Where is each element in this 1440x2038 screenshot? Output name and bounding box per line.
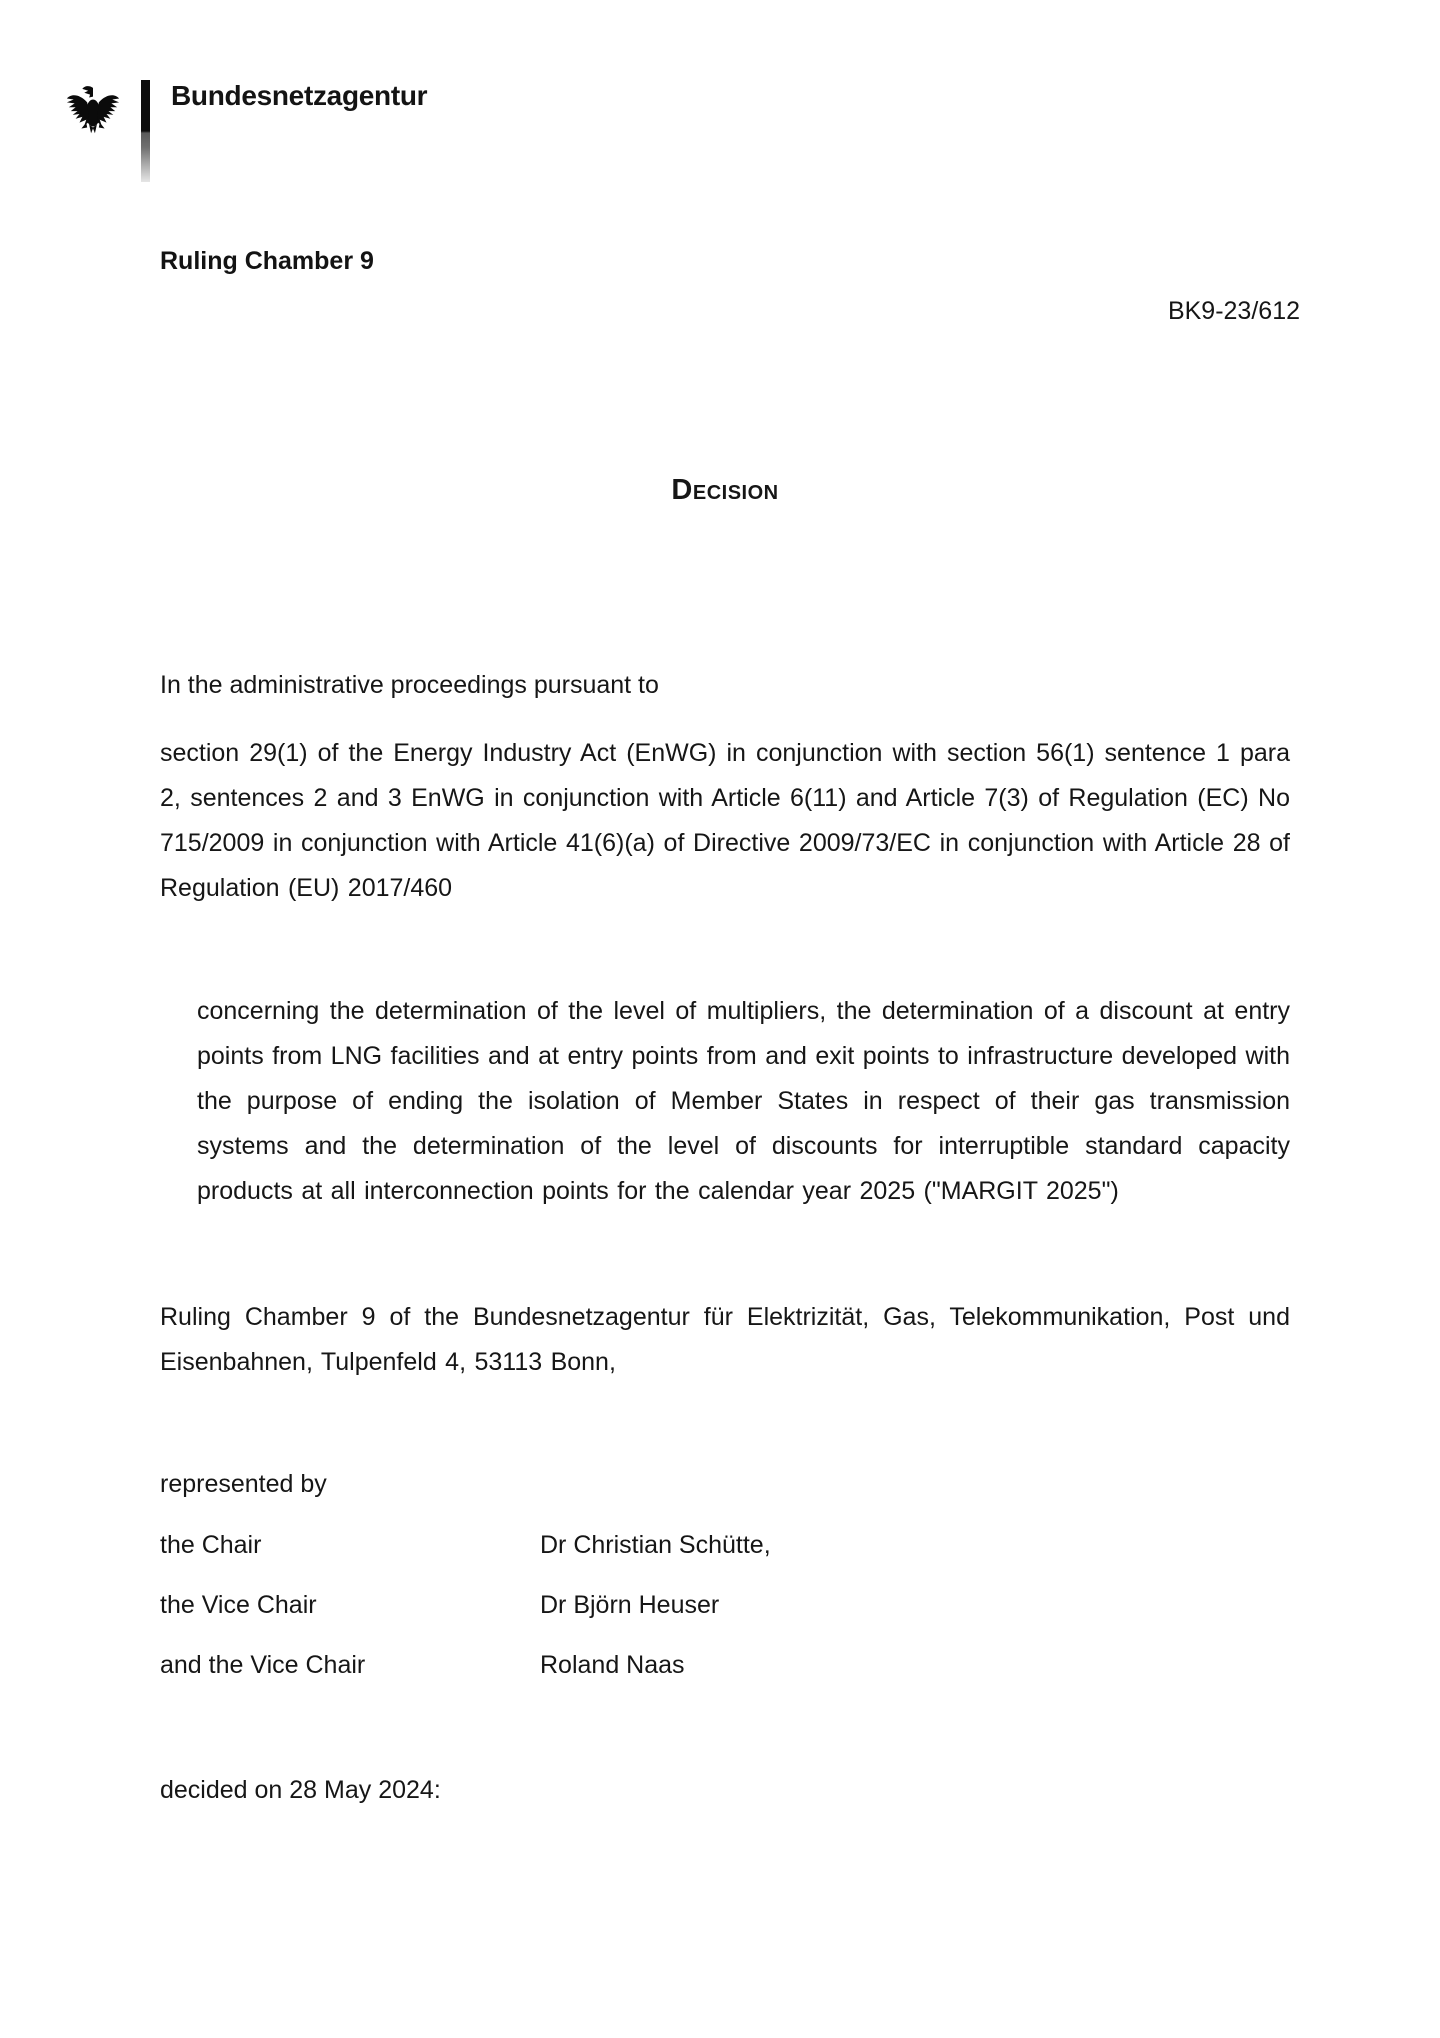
proceedings-intro: In the administrative proceedings pursuant to <box>160 671 659 699</box>
representative-name: Dr Christian Schütte, <box>540 1531 771 1559</box>
agency-logo <box>64 80 427 182</box>
document-title: Decision <box>671 474 779 506</box>
agency-name: Bundesnetzagentur <box>171 80 428 111</box>
logo-divider-bar <box>141 80 150 182</box>
representative-role: and the Vice Chair <box>160 1651 366 1679</box>
federal-eagle-icon <box>64 82 122 144</box>
case-reference-number: BK9-23/612 <box>1167 297 1300 325</box>
representative-row-chair <box>160 1523 771 1568</box>
authority-paragraph: Ruling Chamber 9 of the Bundesnetzagentur für Elektrizität, Gas, Telekommunikation, Post und Eisenbahnen, Tulpenfeld 4, 53113 Bonn, <box>160 1303 1290 1376</box>
representative-row-second-vice-chair <box>160 1643 771 1688</box>
represented-by-label: represented by <box>160 1470 327 1498</box>
representative-name: Roland Naas <box>540 1651 685 1679</box>
representative-role: the Chair <box>160 1531 262 1559</box>
subject-matter-paragraph: concerning the determination of the level of multipliers, the determination of a discount at entry points from LNG facilities and at entry points from and exit points to infrastructure developed with the purpose of ending the isolation of Member States in respect of their gas transmission systems and the determination of the level of discounts for interruptible standard capacity products at all interconnection points for the calendar year 2025 ("MARGIT 2025") <box>197 997 1290 1205</box>
decision-date-line: decided on 28 May 2024: <box>160 1776 441 1804</box>
representative-name: Dr Björn Heuser <box>540 1591 720 1619</box>
representative-role: the Vice Chair <box>160 1591 317 1619</box>
legal-basis-paragraph: section 29(1) of the Energy Industry Act (EnWG) in conjunction with section 56(1) sentence 1 para 2, sentences 2 and 3 EnWG in conjunction with Article 6(11) and Article 7(3) of Regulation (EC) No 715/2009 in conjunction with Article 41(6)(a) of Directive 2009/73/EC in conjunction with Article 28 of Regulation (EU) 2017/460 <box>160 739 1290 902</box>
representative-row-vice-chair <box>160 1583 771 1628</box>
ruling-chamber-heading: Ruling Chamber 9 <box>160 247 374 275</box>
representatives-list <box>160 1523 771 1703</box>
